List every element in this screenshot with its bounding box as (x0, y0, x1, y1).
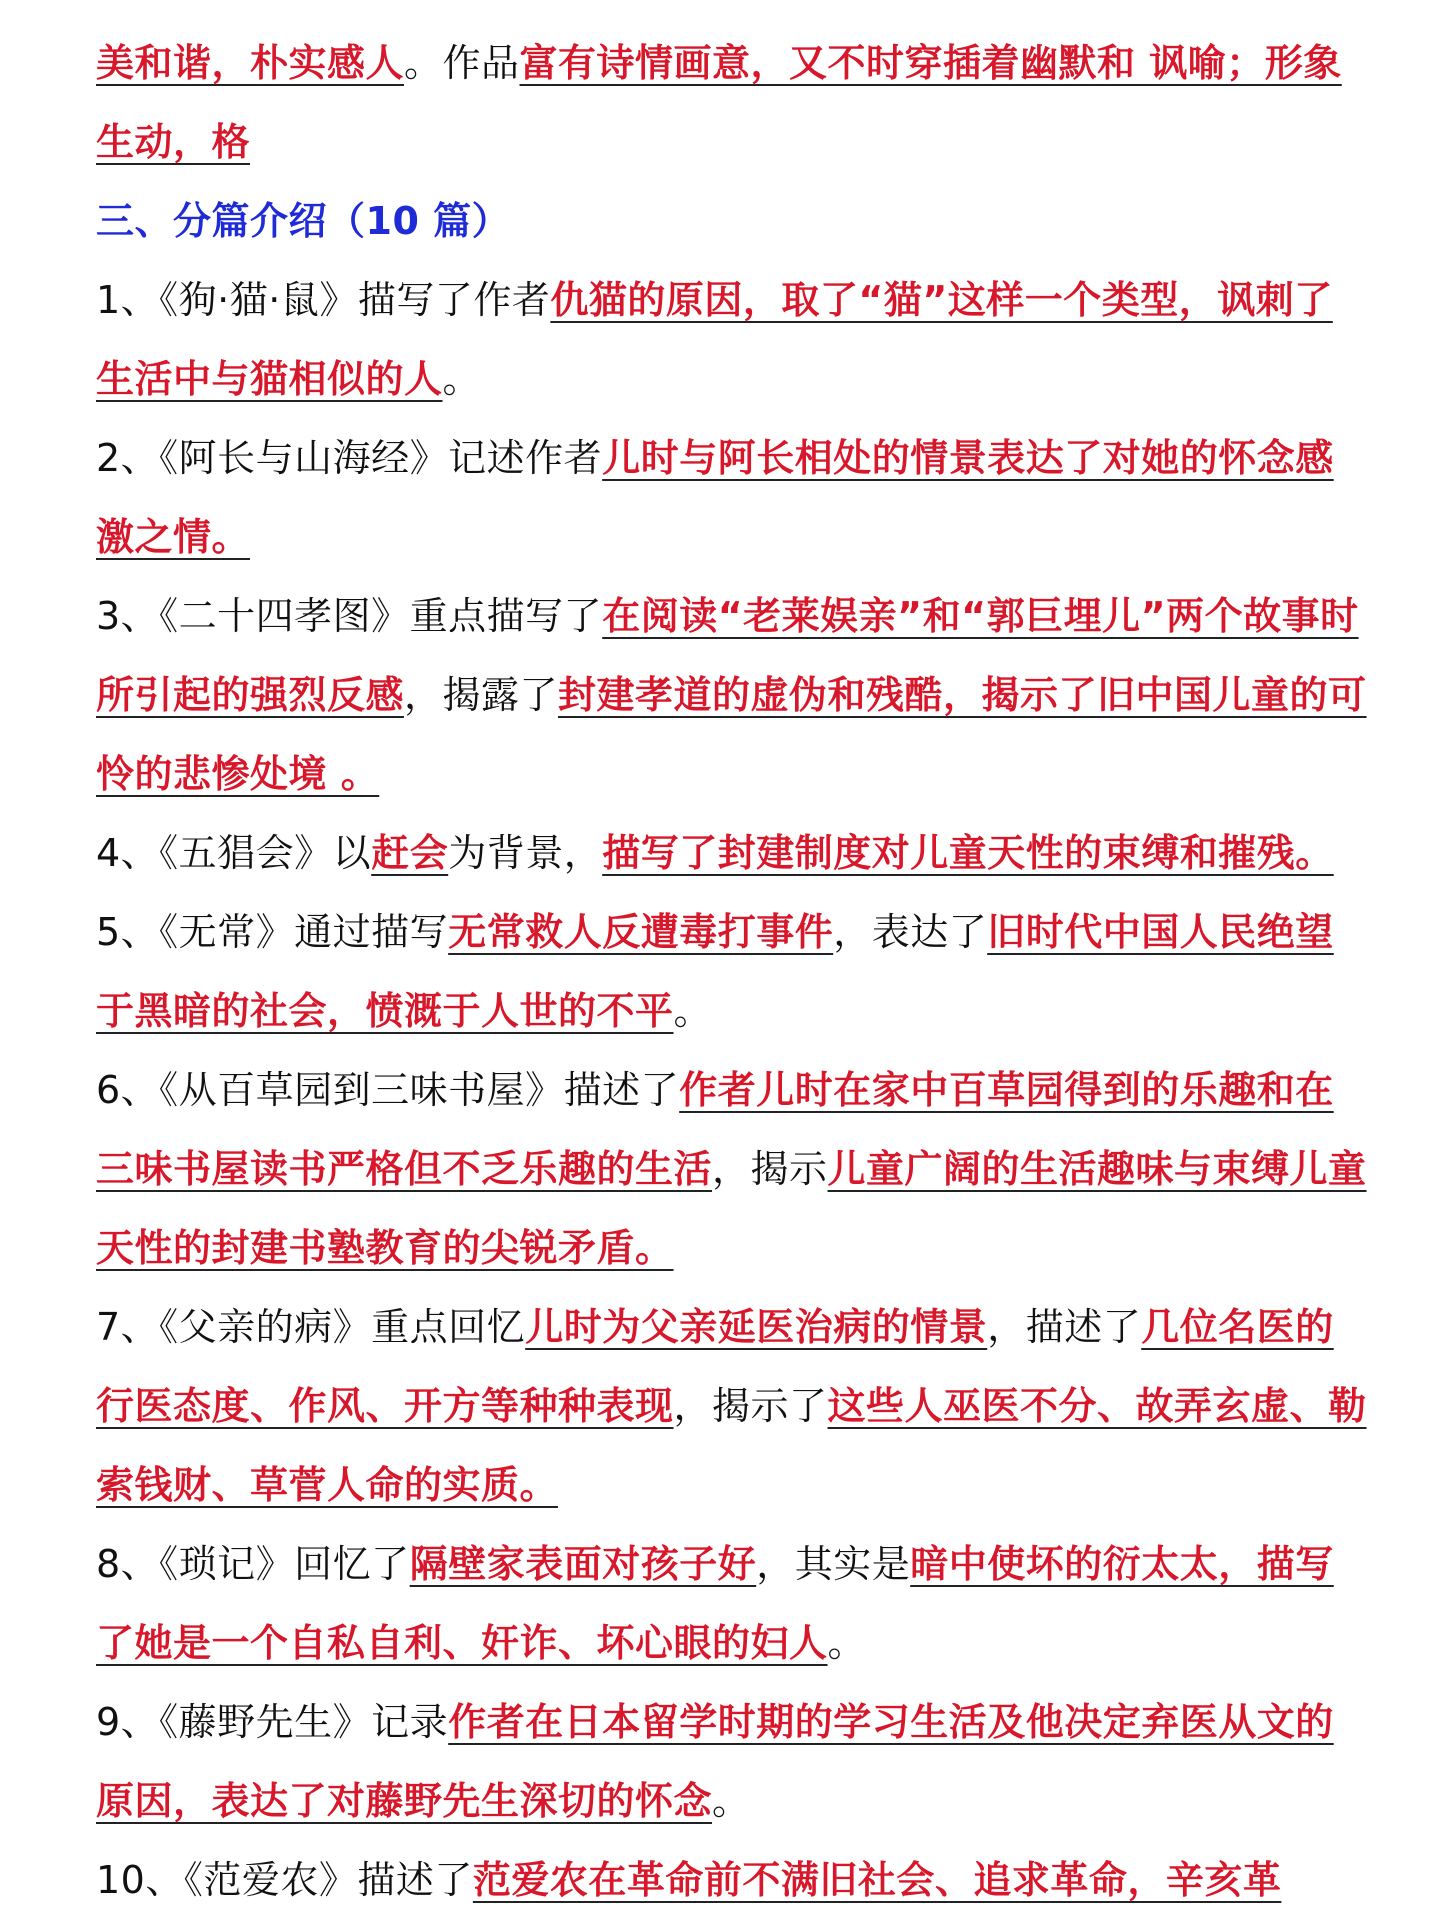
plain-text: 为背景， (448, 831, 603, 875)
item-lead-text: 2、《阿长与山海经》记述作者 (96, 436, 603, 480)
item-lead-text: 1、《狗·猫·鼠》描写了作者 (96, 278, 551, 322)
item-10 (96, 1841, 1370, 1920)
section-heading: 三、分篇介绍（10 篇） (96, 199, 511, 243)
item-lead-text: 7、《父亲的病》重点回忆 (96, 1305, 526, 1349)
plain-text: 。 (827, 1621, 867, 1665)
item-2 (96, 419, 1370, 577)
keypoint-text: 赶会 (371, 831, 449, 875)
item-9 (96, 1683, 1370, 1841)
keypoint-text: 在阅读“老莱娱亲”和“郭巨埋儿”两个故事时所引起的强烈反感 (96, 594, 1359, 717)
keypoint-text: 封建孝道的虚伪和残酷，揭示了旧中国儿童的可怜的悲惨处境 。 (96, 673, 1367, 796)
keypoint-text: 几位名医的行医态度、作风、开方等种种表现 (96, 1305, 1334, 1428)
item-lead-text: 4、《五猖会》以 (96, 831, 372, 875)
plain-text: ，表达了 (833, 910, 988, 954)
item-lead-text: 6、《从百草园到三味书屋》描述了 (96, 1068, 680, 1112)
keypoint-text: 作者儿时在家中百草园得到的乐趣和在三味书屋读书严格但不乏乐趣的生活 (96, 1068, 1334, 1191)
plain-text: ，其实是 (756, 1542, 911, 1586)
item-lead-text: 8、《琐记》回忆了 (96, 1542, 410, 1586)
plain-text: 。 (712, 1779, 751, 1823)
item-lead-text: 3、《二十四孝图》重点描写了 (96, 594, 603, 638)
plain-text: 。 (673, 989, 713, 1033)
keypoint-text: 儿时为父亲延医治病的情景 (525, 1305, 988, 1349)
item-6 (96, 1051, 1370, 1288)
item-7 (96, 1288, 1370, 1525)
keypoint-text: 这些人巫医不分、故弄玄虚、勒索钱财、草菅人命的实质。 (96, 1384, 1367, 1507)
keypoint-text: 仇猫的原因，取了“猫”这样一个类型，讽刺了生活中与猫相似的人 (96, 278, 1333, 401)
plain-text: 。 (442, 357, 482, 401)
keypoint-text: 美和谐，朴实感人 (96, 41, 405, 85)
intro-paragraph (96, 24, 1370, 182)
keypoint-text: 无常救人反遭毒打事件 (448, 910, 834, 954)
plain-text: ，描述了 (987, 1305, 1142, 1349)
item-5 (96, 893, 1370, 1051)
keypoint-text: 儿时与阿长相处的情景表达了对她的怀念感激之情。 (96, 436, 1334, 559)
plain-text: ，揭示了 (673, 1384, 828, 1428)
keypoint-text: 富有诗情画意，又不时穿插着幽默和 讽喻；形象生动，格 (96, 41, 1342, 164)
keypoint-text: 描写了封建制度对儿童天性的束缚和摧残。 (602, 831, 1334, 875)
item-8 (96, 1525, 1370, 1683)
item-lead-text: 9、《藤野先生》记录 (96, 1700, 449, 1744)
item-lead-text: 10、《范爱农》描述了 (96, 1858, 473, 1902)
plain-text: ，揭示 (712, 1147, 828, 1191)
keypoint-text: 作者在日本留学时期的学习生活及他决定弃医从文的原因，表达了对藤野先生深切的怀念 (96, 1700, 1334, 1823)
item-lead-text: 5、《无常》通过描写 (96, 910, 449, 954)
plain-text: 。作品 (404, 41, 520, 85)
plain-text: ，揭露了 (404, 673, 559, 717)
item-4 (96, 814, 1370, 893)
keypoint-text: 暗中使坏的衍太太，描写了她是一个自私自利、奸诈、坏心眼的妇人 (96, 1542, 1334, 1665)
item-1 (96, 261, 1370, 419)
keypoint-text: 旧时代中国人民绝望于黑暗的社会，愤溉于人世的不平 (96, 910, 1334, 1033)
keypoint-text: 范爱农在革命前不满旧社会、追求革命，辛亥革 (472, 1858, 1282, 1902)
keypoint-text: 儿童广阔的生活趣味与束缚儿童天性的封建书塾教育的尖锐矛盾。 (96, 1147, 1367, 1270)
keypoint-text: 隔壁家表面对孩子好 (409, 1542, 757, 1586)
item-3 (96, 577, 1370, 814)
